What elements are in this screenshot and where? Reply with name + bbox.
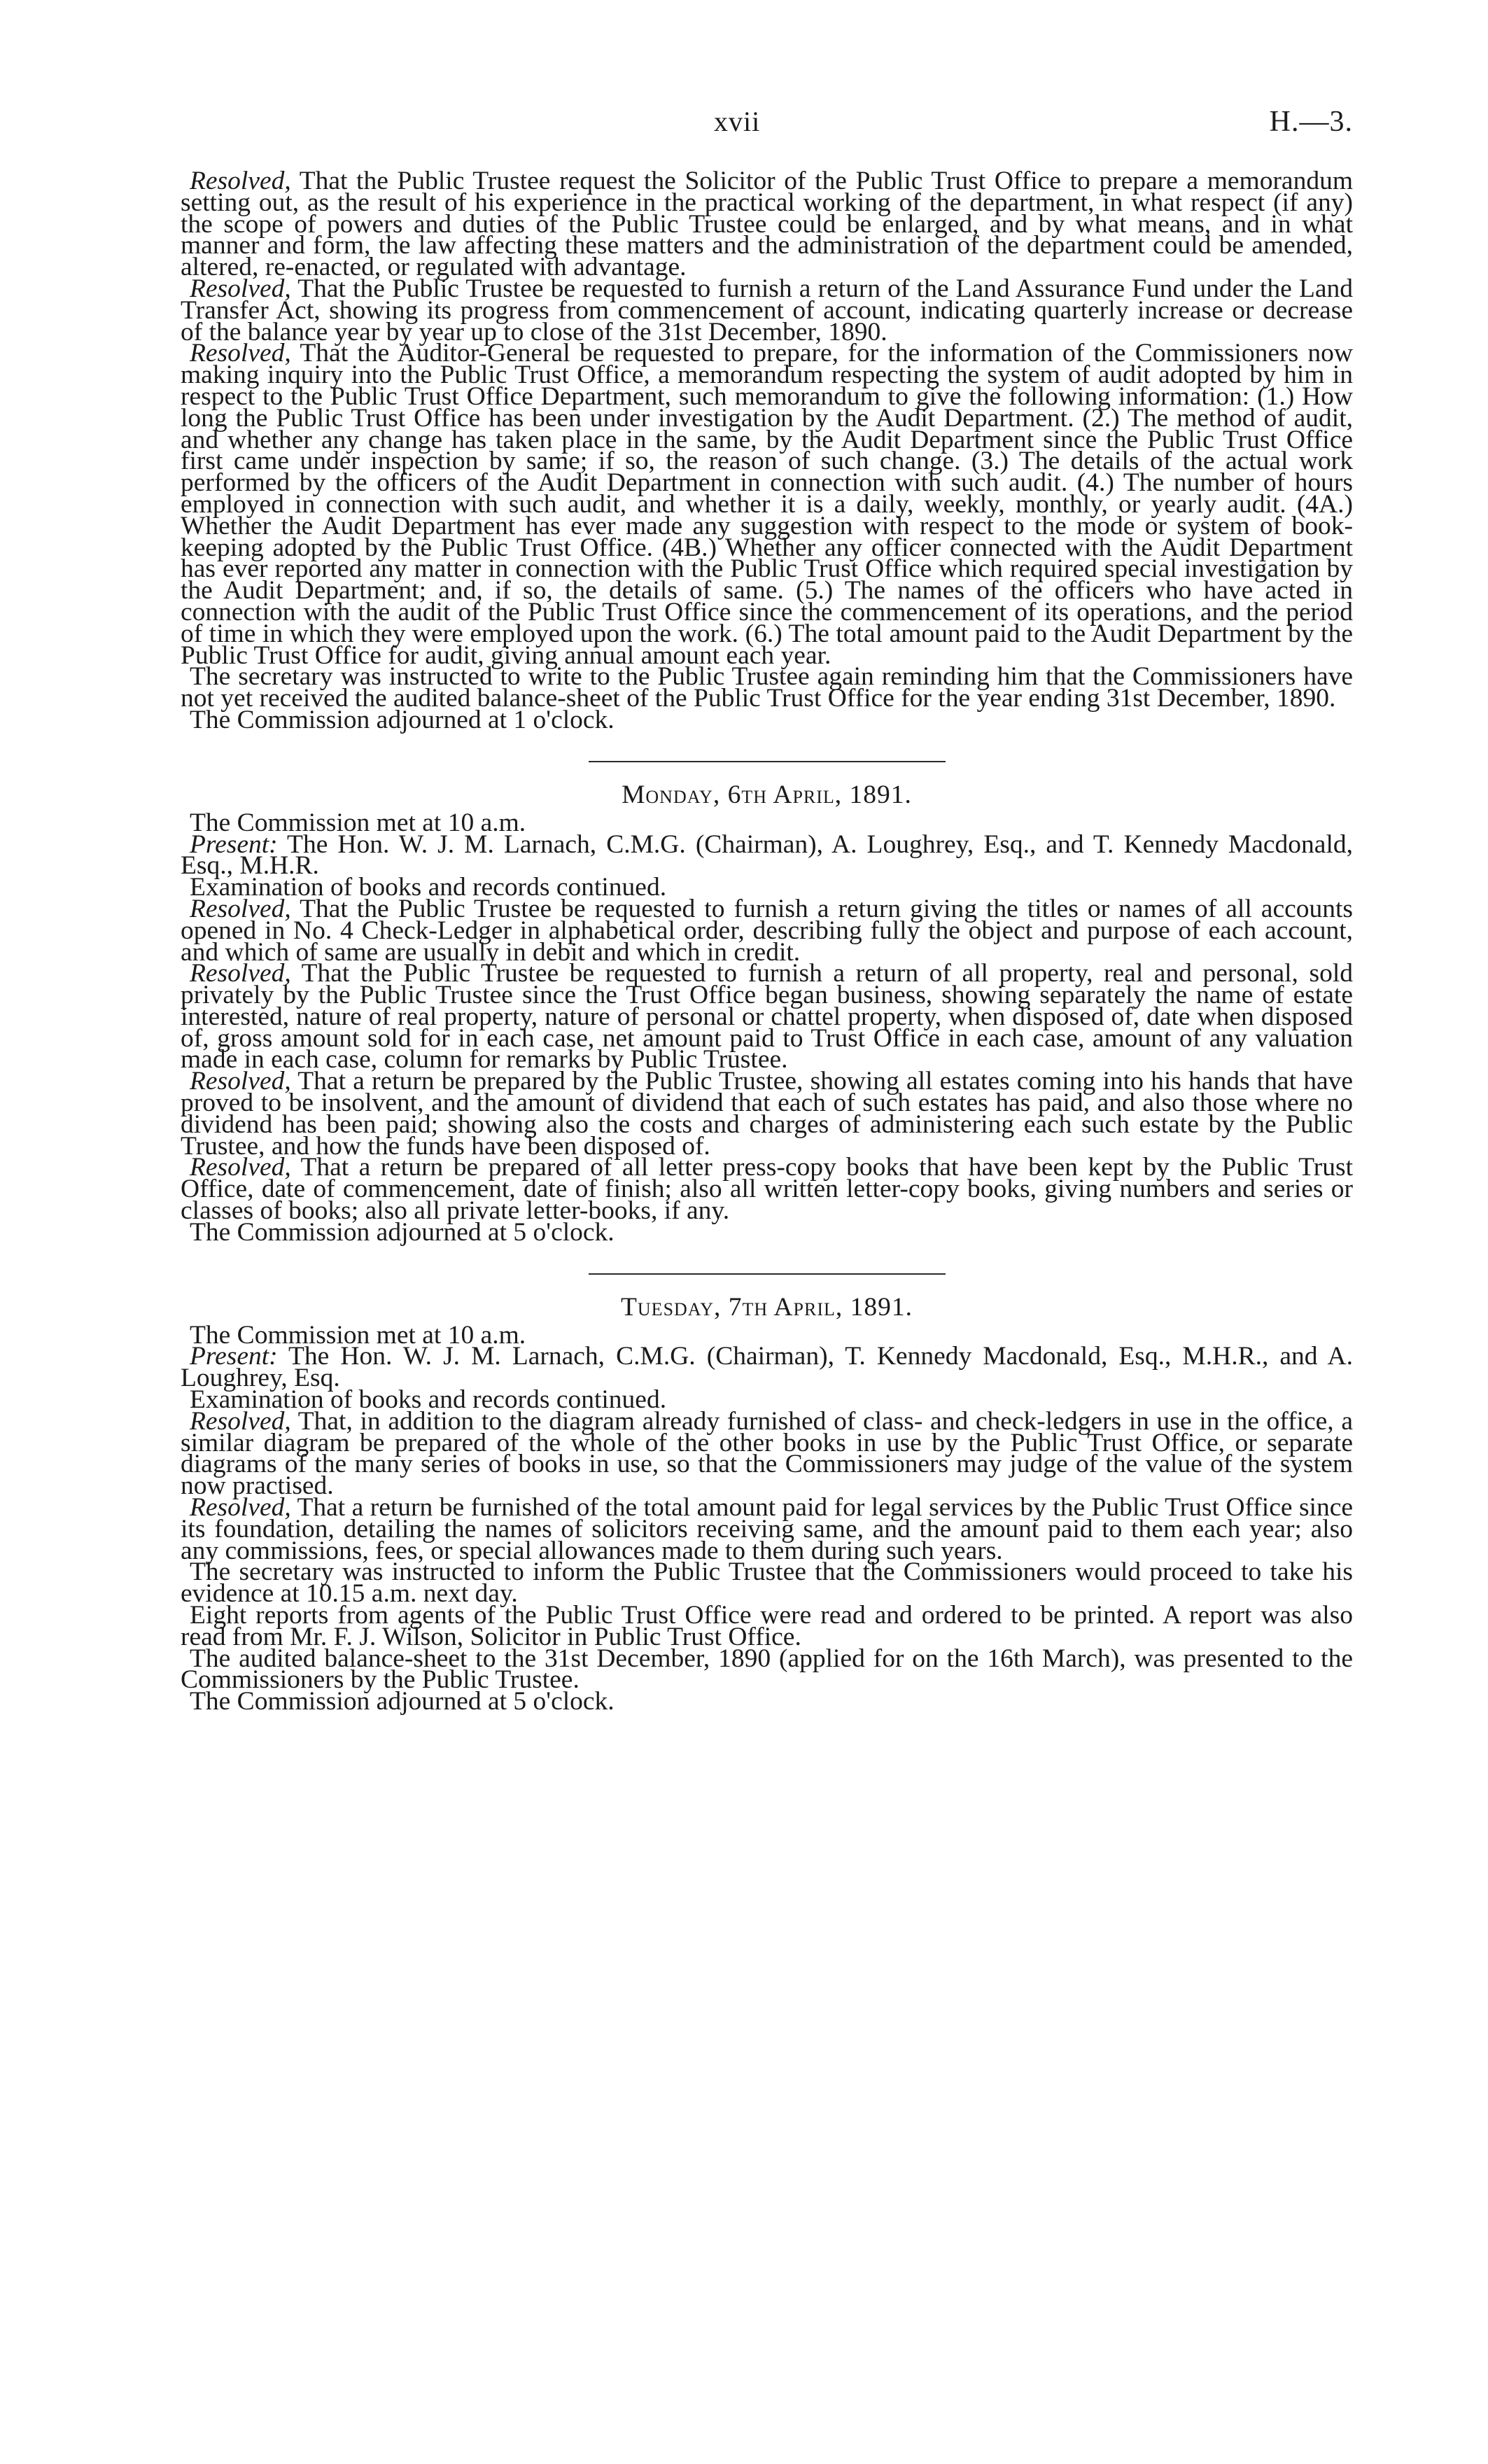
paragraph-resolved-check-ledger xyxy=(181,894,1353,967)
paragraph-met: The Commission met at 10 a.m. xyxy=(190,1320,526,1350)
resolved-label: Resolved, xyxy=(190,959,291,988)
paragraph-examination: Examination of books and records continued. xyxy=(190,1385,667,1415)
paragraph-met: The Commission met at 10 a.m. xyxy=(190,808,526,837)
paragraph-present xyxy=(181,830,1353,881)
paragraph-secretary-reminder: The secretary was instructed to write to the Public Trustee again reminding him that the Commissioners have not yet received the audited balance-sheet of the Public Trust Office for the year ending 31st December, 1890. xyxy=(181,662,1353,713)
paragraph-agent-reports: Eight reports from agents of the Public Trust Office were read and ordered to be printed. A report was also read from Mr. F. J. Wilson, Solicitor in Public Trust Office. xyxy=(181,1601,1353,1651)
paragraph-balance-sheet: The audited balance-sheet to the 31st December, 1890 (applied for on the 16th March), was presented to the Commissioners by the Public Trustee. xyxy=(181,1644,1353,1695)
date-heading-tuesday: Tuesday, 7th April, 1891. xyxy=(621,1292,913,1322)
resolved-label: Resolved, xyxy=(190,339,291,368)
paragraph-text: That the Public Trustee request the Solicitor of the Public Trust Office to prepare a memorandum setting out, as the result of his experience in the practical working of the department, in what respect (if any) the scope of powers and duties of the Public Trustee could be enlarged, and by what means, and in what manner and form, the law affecting these matters and the administration of the department could be amended, altered, re-enacted, or regulated with advantage. xyxy=(181,167,1353,282)
resolved-label: Resolved, xyxy=(190,167,291,195)
paragraph-text: That the Auditor-General be requested to prepare, for the information of the Commissioners now making inquiry into the Public Trust Office, a memorandum respecting the system of audit adopted by him in respect to the Public Trust Office Department, such memorandum to give the following information: (1.) How long the Public Trust Office has been under investigation by the Audit Department. (2.) The method of audit, and whether any change has taken place in the same, by the Audit Department since the Public Trust Office first came under inspection by same; if so, the reason of such change. (3.) The details of the actual work performed by the officers of the Audit Department in connection with such audit. (4.) The number of hours employed in connection with such audit, and whether it is a daily, weekly, monthly, or yearly audit. (4A.) Whether the Audit Department has ever made any suggestion with respect to the mode or system of book-keeping adopted by the Public Trust Office. (4B.) Whether any officer connected with the Audit Department has ever reported any matter in connection with the Public Trust Office which required special investigation by the Audit Department; and, if so, the details of same. (5.) The names of the officers who have acted in connection with the audit of the Public Trust Office since the commencement of its operations, and the period of time in which they were employed upon the work. (6.) The total amount paid to the Audit Department by the Public Trust Office for audit, giving annual amount each year. xyxy=(181,339,1353,670)
paragraph-resolved-letter-books xyxy=(181,1153,1353,1226)
paragraph-text: That a return be prepared of all letter press-copy books that have been kept by the Public Trust Office, date of commencement, date of finish; also all written letter-copy books, giving numbers and series or classes of books; also all private letter-books, if any. xyxy=(181,1153,1353,1226)
date-heading-monday: Monday, 6th April, 1891. xyxy=(622,780,912,809)
resolved-label: Resolved, xyxy=(190,1153,291,1182)
paragraph-text: The Hon. W. J. M. Larnach, C.M.G. (Chairman), A. Loughrey, Esq., and T. Kennedy Macdonald, Esq., M.H.R. xyxy=(181,830,1353,881)
section-divider xyxy=(589,761,946,762)
paragraph-resolved-diagram xyxy=(181,1406,1353,1501)
paragraph-text: That a return be furnished of the total amount paid for legal services by the Public Trust Office since its foundation, detailing the names of solicitors receiving same, and the amount paid to them each year; also any commissions, fees, or special allowances made to them during such years. xyxy=(181,1493,1353,1565)
paragraph-resolved-land-assurance-fund xyxy=(181,274,1353,346)
paragraph-resolved-property-sold xyxy=(181,959,1353,1074)
paragraph-resolved-auditor-general xyxy=(181,339,1353,670)
present-label: Present: xyxy=(190,830,278,859)
paragraph-text: The Hon. W. J. M. Larnach, C.M.G. (Chairman), T. Kennedy Macdonald, Esq., M.H.R., and A. Loughrey, Esq. xyxy=(181,1342,1353,1393)
paragraph-text: That the Public Trustee be requested to furnish a return giving the titles or names of all accounts opened in No. 4 Check-Ledger in alphabetical order, describing fully the object and purpose of each account, and which of same are usually in debit and which in credit. xyxy=(181,894,1353,967)
paragraph-resolved-solicitor-memorandum xyxy=(181,167,1353,282)
present-label: Present: xyxy=(190,1342,278,1371)
paragraph-present xyxy=(181,1342,1353,1393)
resolved-label: Resolved, xyxy=(190,1406,291,1436)
paragraph-examination: Examination of books and records continued. xyxy=(190,873,667,902)
paragraph-adjourned: The Commission adjourned at 1 o'clock. xyxy=(190,705,615,734)
resolved-label: Resolved, xyxy=(190,894,291,923)
document-reference: H.—3. xyxy=(1269,106,1353,138)
resolved-label: Resolved, xyxy=(190,274,291,303)
section-divider xyxy=(589,1273,946,1275)
paragraph-resolved-legal-services xyxy=(181,1493,1353,1565)
paragraph-secretary-evidence: The secretary was instructed to inform the Public Trustee that the Commissioners would proceed to take his evidence at 10.15 a.m. next day. xyxy=(181,1558,1353,1609)
resolved-label: Resolved, xyxy=(190,1493,291,1522)
resolved-label: Resolved, xyxy=(190,1067,291,1096)
section-continued-minutes xyxy=(181,167,1353,1716)
paragraph-text: That the Public Trustee be requested to furnish a return of all property, real and personal, sold privately by the Public Trustee since the Trust Office began business, showing separately the name of estate interested, nature of real property, nature of personal or chattel property, when disposed of, date when disposed of, gross amount sold for in each case, net amount paid to Trust Office in each case, amount of any valuation made in each case, column for remarks by Public Trustee. xyxy=(181,959,1353,1074)
page-number: xvii xyxy=(714,106,761,137)
paragraph-text: That, in addition to the diagram already furnished of class- and check-ledgers in use in the office, a similar diagram be prepared of the whole of the other books in use by the Public Trust Office, or separate diagrams of the many series of books in use, so that the Commissioners may judge of the value of the system now practised. xyxy=(181,1406,1353,1501)
paragraph-resolved-insolvent-estates xyxy=(181,1067,1353,1161)
paragraph-adjourned: The Commission adjourned at 5 o'clock. xyxy=(190,1217,615,1247)
paragraph-text: That a return be prepared by the Public Trustee, showing all estates coming into his hands that have proved to be insolvent, and the amount of dividend that each of such estates has paid, and also those where no dividend has been paid; showing also the costs and charges of administering each such estate by the Public Trustee, and how the funds have been disposed of. xyxy=(181,1067,1353,1161)
paragraph-text: That the Public Trustee be requested to furnish a return of the Land Assurance Fund under the Land Transfer Act, showing its progress from commencement of account, indicating quarterly increase or decrease of the balance year by year up to close of the 31st December, 1890. xyxy=(181,274,1353,346)
paragraph-adjourned: The Commission adjourned at 5 o'clock. xyxy=(190,1687,615,1716)
